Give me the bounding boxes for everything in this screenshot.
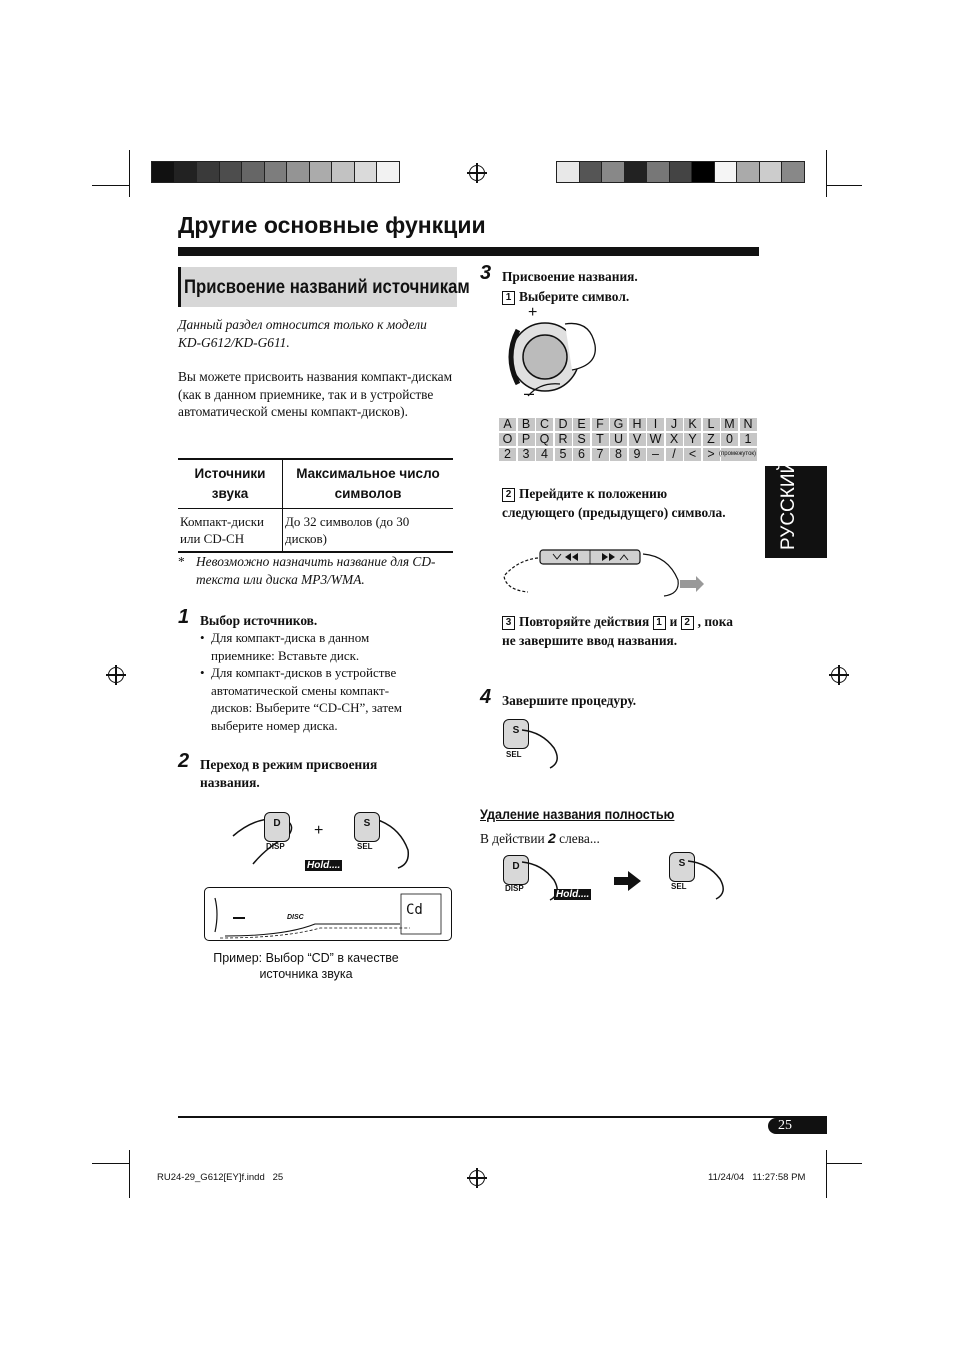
- sel-button[interactable]: S: [354, 812, 380, 842]
- crop-mark: [826, 150, 827, 197]
- crop-mark: [92, 185, 129, 186]
- registration-mark: [469, 165, 485, 181]
- sub-step-text: Перейдите к положению следующего (предыдущего) символа.: [502, 486, 726, 520]
- char-cell: /: [666, 448, 683, 461]
- step-number: 3: [480, 262, 492, 284]
- char-cell: Q: [536, 433, 553, 446]
- delete-text-pre: В действии: [480, 831, 545, 846]
- char-cell: F: [592, 418, 609, 431]
- char-cell: I: [647, 418, 664, 431]
- char-cell: >: [703, 448, 720, 461]
- control-dial-icon: [500, 310, 610, 405]
- color-swatch: [376, 161, 400, 183]
- crop-mark: [827, 185, 862, 186]
- char-cell: Z: [703, 433, 720, 446]
- finger-icon: [686, 855, 736, 903]
- char-cell: J: [666, 418, 683, 431]
- sel-label: SEL: [506, 750, 522, 759]
- sub-step-number: 2: [502, 488, 515, 502]
- char-cell: S: [573, 433, 590, 446]
- delete-text: [480, 830, 600, 848]
- page-number-tab: [768, 1118, 827, 1134]
- color-swatch: [309, 161, 333, 183]
- color-swatch: [151, 161, 175, 183]
- footnote-mark: *: [178, 554, 185, 569]
- page-number: 25: [778, 1118, 792, 1133]
- limits-table: [178, 458, 453, 553]
- color-swatch: [579, 161, 603, 183]
- color-swatch: [691, 161, 715, 183]
- sub-step: [502, 288, 629, 306]
- registration-mark: [108, 667, 124, 683]
- arrow-right-icon: [614, 870, 642, 892]
- plus-sign: +: [314, 822, 324, 839]
- step-title: Выбор источников.: [200, 613, 318, 628]
- crop-mark: [826, 1150, 827, 1198]
- space-label: (промежуток): [719, 451, 757, 457]
- page-title: Другие основные функции: [178, 212, 486, 238]
- language-tab: [765, 459, 827, 558]
- color-swatch: [331, 161, 355, 183]
- crop-mark: [129, 1150, 130, 1198]
- char-cell: B: [518, 418, 535, 431]
- footer-rule: [178, 1116, 827, 1118]
- color-swatch: [669, 161, 693, 183]
- footer-timestamp: 11/24/04 11:27:58 PM: [708, 1172, 806, 1183]
- table-cell: До 32 символов (до 30 дисков): [285, 514, 410, 546]
- table-header: Источники звука: [178, 459, 283, 509]
- step-title: Завершите процедуру.: [502, 693, 637, 708]
- char-cell: G: [610, 418, 627, 431]
- sub-step-text: , пока не завершите ввод названия.: [502, 614, 733, 648]
- sub-step-text: Повторяйте действия: [519, 614, 650, 629]
- char-cell: 7: [592, 448, 609, 461]
- registration-mark: [469, 1170, 485, 1186]
- title-rule: [178, 247, 759, 256]
- lcd-display: [204, 887, 452, 941]
- char-cell: M: [721, 418, 738, 431]
- char-cell: 3: [518, 448, 535, 461]
- char-cell: V: [629, 433, 646, 446]
- char-cell: 0: [721, 433, 738, 446]
- char-cell: X: [666, 433, 683, 446]
- disp-label: DISP: [505, 884, 524, 893]
- sub-step-number: 3: [502, 616, 515, 630]
- hold-badge: Hold....: [307, 860, 341, 871]
- color-swatch: [556, 161, 580, 183]
- char-cell: K: [684, 418, 701, 431]
- bullet-item: Для компакт-дисков в устройстве автоматической смены компакт-дисков: Выберите “CD-CH”, затем выберите номер диска.: [211, 665, 403, 733]
- sub-step-number: 1: [502, 291, 515, 305]
- step-number: 1: [178, 606, 190, 628]
- char-cell: 1: [740, 433, 757, 446]
- disp-label: DISP: [266, 842, 285, 851]
- seek-button-figure: [498, 540, 708, 598]
- crop-mark: [827, 1163, 862, 1164]
- char-cell: –: [647, 448, 664, 461]
- char-cell: W: [647, 433, 664, 446]
- color-swatch: [714, 161, 738, 183]
- disp-button[interactable]: D: [503, 855, 529, 885]
- sel-button[interactable]: S: [503, 719, 529, 749]
- color-swatch: [624, 161, 648, 183]
- char-cell: L: [703, 418, 720, 431]
- color-swatch: [196, 161, 220, 183]
- subsection-title: Удаление названия полностью: [480, 806, 675, 822]
- color-swatch: [354, 161, 378, 183]
- crop-mark: [129, 150, 130, 197]
- lcd-text: Cd: [406, 902, 423, 918]
- char-cell: Y: [684, 433, 701, 446]
- sub-step: [502, 484, 732, 522]
- table-header: Максимальное число символов: [283, 459, 454, 509]
- sel-button[interactable]: S: [669, 852, 695, 882]
- char-cell: A: [499, 418, 516, 431]
- sub-step-ref: 2: [681, 616, 694, 630]
- intro-text: Вы можете присвоить названия компакт-дискам (как в данном приемнике, так и в устройстве автоматической смены компакт-дисков).: [178, 369, 453, 419]
- footer-filename: RU24-29_G612[EY]f.indd 25: [157, 1172, 284, 1183]
- crop-mark: [92, 1163, 129, 1164]
- hold-badge: Hold....: [556, 889, 590, 900]
- bullet-item: Для компакт-диска в данном приемнике: Вставьте диск.: [211, 630, 370, 663]
- color-swatch: [241, 161, 265, 183]
- char-cell: 9: [629, 448, 646, 461]
- registration-mark: [831, 667, 847, 683]
- step-ref: 2: [548, 830, 556, 846]
- knob-plus: +: [528, 304, 538, 321]
- color-swatch: [781, 161, 805, 183]
- knob-minus: –: [524, 383, 535, 403]
- color-swatch: [286, 161, 310, 183]
- section-title: Присвоение названий источникам: [184, 277, 470, 298]
- char-cell: H: [629, 418, 646, 431]
- char-cell: D: [555, 418, 572, 431]
- char-cell: O: [499, 433, 516, 446]
- char-cell: T: [592, 433, 609, 446]
- color-swatch: [601, 161, 625, 183]
- figure-caption: Пример: Выбор “CD” в качестве источника звука: [213, 951, 399, 981]
- step-title: Присвоение названия.: [502, 269, 638, 284]
- step-title: Переход в режим присвоения названия.: [200, 757, 378, 790]
- step-number: 2: [178, 750, 190, 772]
- sel-label: SEL: [671, 882, 687, 891]
- color-swatch: [759, 161, 783, 183]
- color-swatch: [219, 161, 243, 183]
- color-swatch: [174, 161, 198, 183]
- char-cell: 2: [499, 448, 516, 461]
- char-cell: E: [573, 418, 590, 431]
- char-cell: C: [536, 418, 553, 431]
- color-swatch: [264, 161, 288, 183]
- sub-step-text: Выберите символ.: [519, 289, 630, 304]
- step-number: 4: [480, 686, 492, 708]
- finger-icon: [520, 722, 570, 772]
- char-cell: 6: [573, 448, 590, 461]
- table-cell: Компакт-диски или CD-CH: [178, 509, 283, 553]
- language-label: РУССКИЙ: [778, 459, 799, 550]
- intro-note: Данный раздел относится только к модели KD-G612/KD-G611.: [178, 317, 427, 350]
- char-cell: P: [518, 433, 535, 446]
- color-swatch: [736, 161, 760, 183]
- sub-step-ref: 1: [653, 616, 666, 630]
- color-swatch: [646, 161, 670, 183]
- sel-label: SEL: [357, 842, 373, 851]
- char-cell: R: [555, 433, 572, 446]
- disc-indicator: DISC: [287, 914, 304, 921]
- char-cell: 8: [610, 448, 627, 461]
- sub-step: [502, 612, 734, 650]
- delete-text-post: слева...: [559, 831, 600, 846]
- char-cell: <: [684, 448, 701, 461]
- footnote: Невозможно назначить название для CD-текста или диска MP3/WMA.: [196, 554, 436, 587]
- char-cell: N: [740, 418, 757, 431]
- char-cell: 4: [536, 448, 553, 461]
- disp-button[interactable]: D: [264, 812, 290, 842]
- sub-step-text: и: [669, 614, 678, 629]
- char-cell: 5: [555, 448, 572, 461]
- char-cell: U: [610, 433, 627, 446]
